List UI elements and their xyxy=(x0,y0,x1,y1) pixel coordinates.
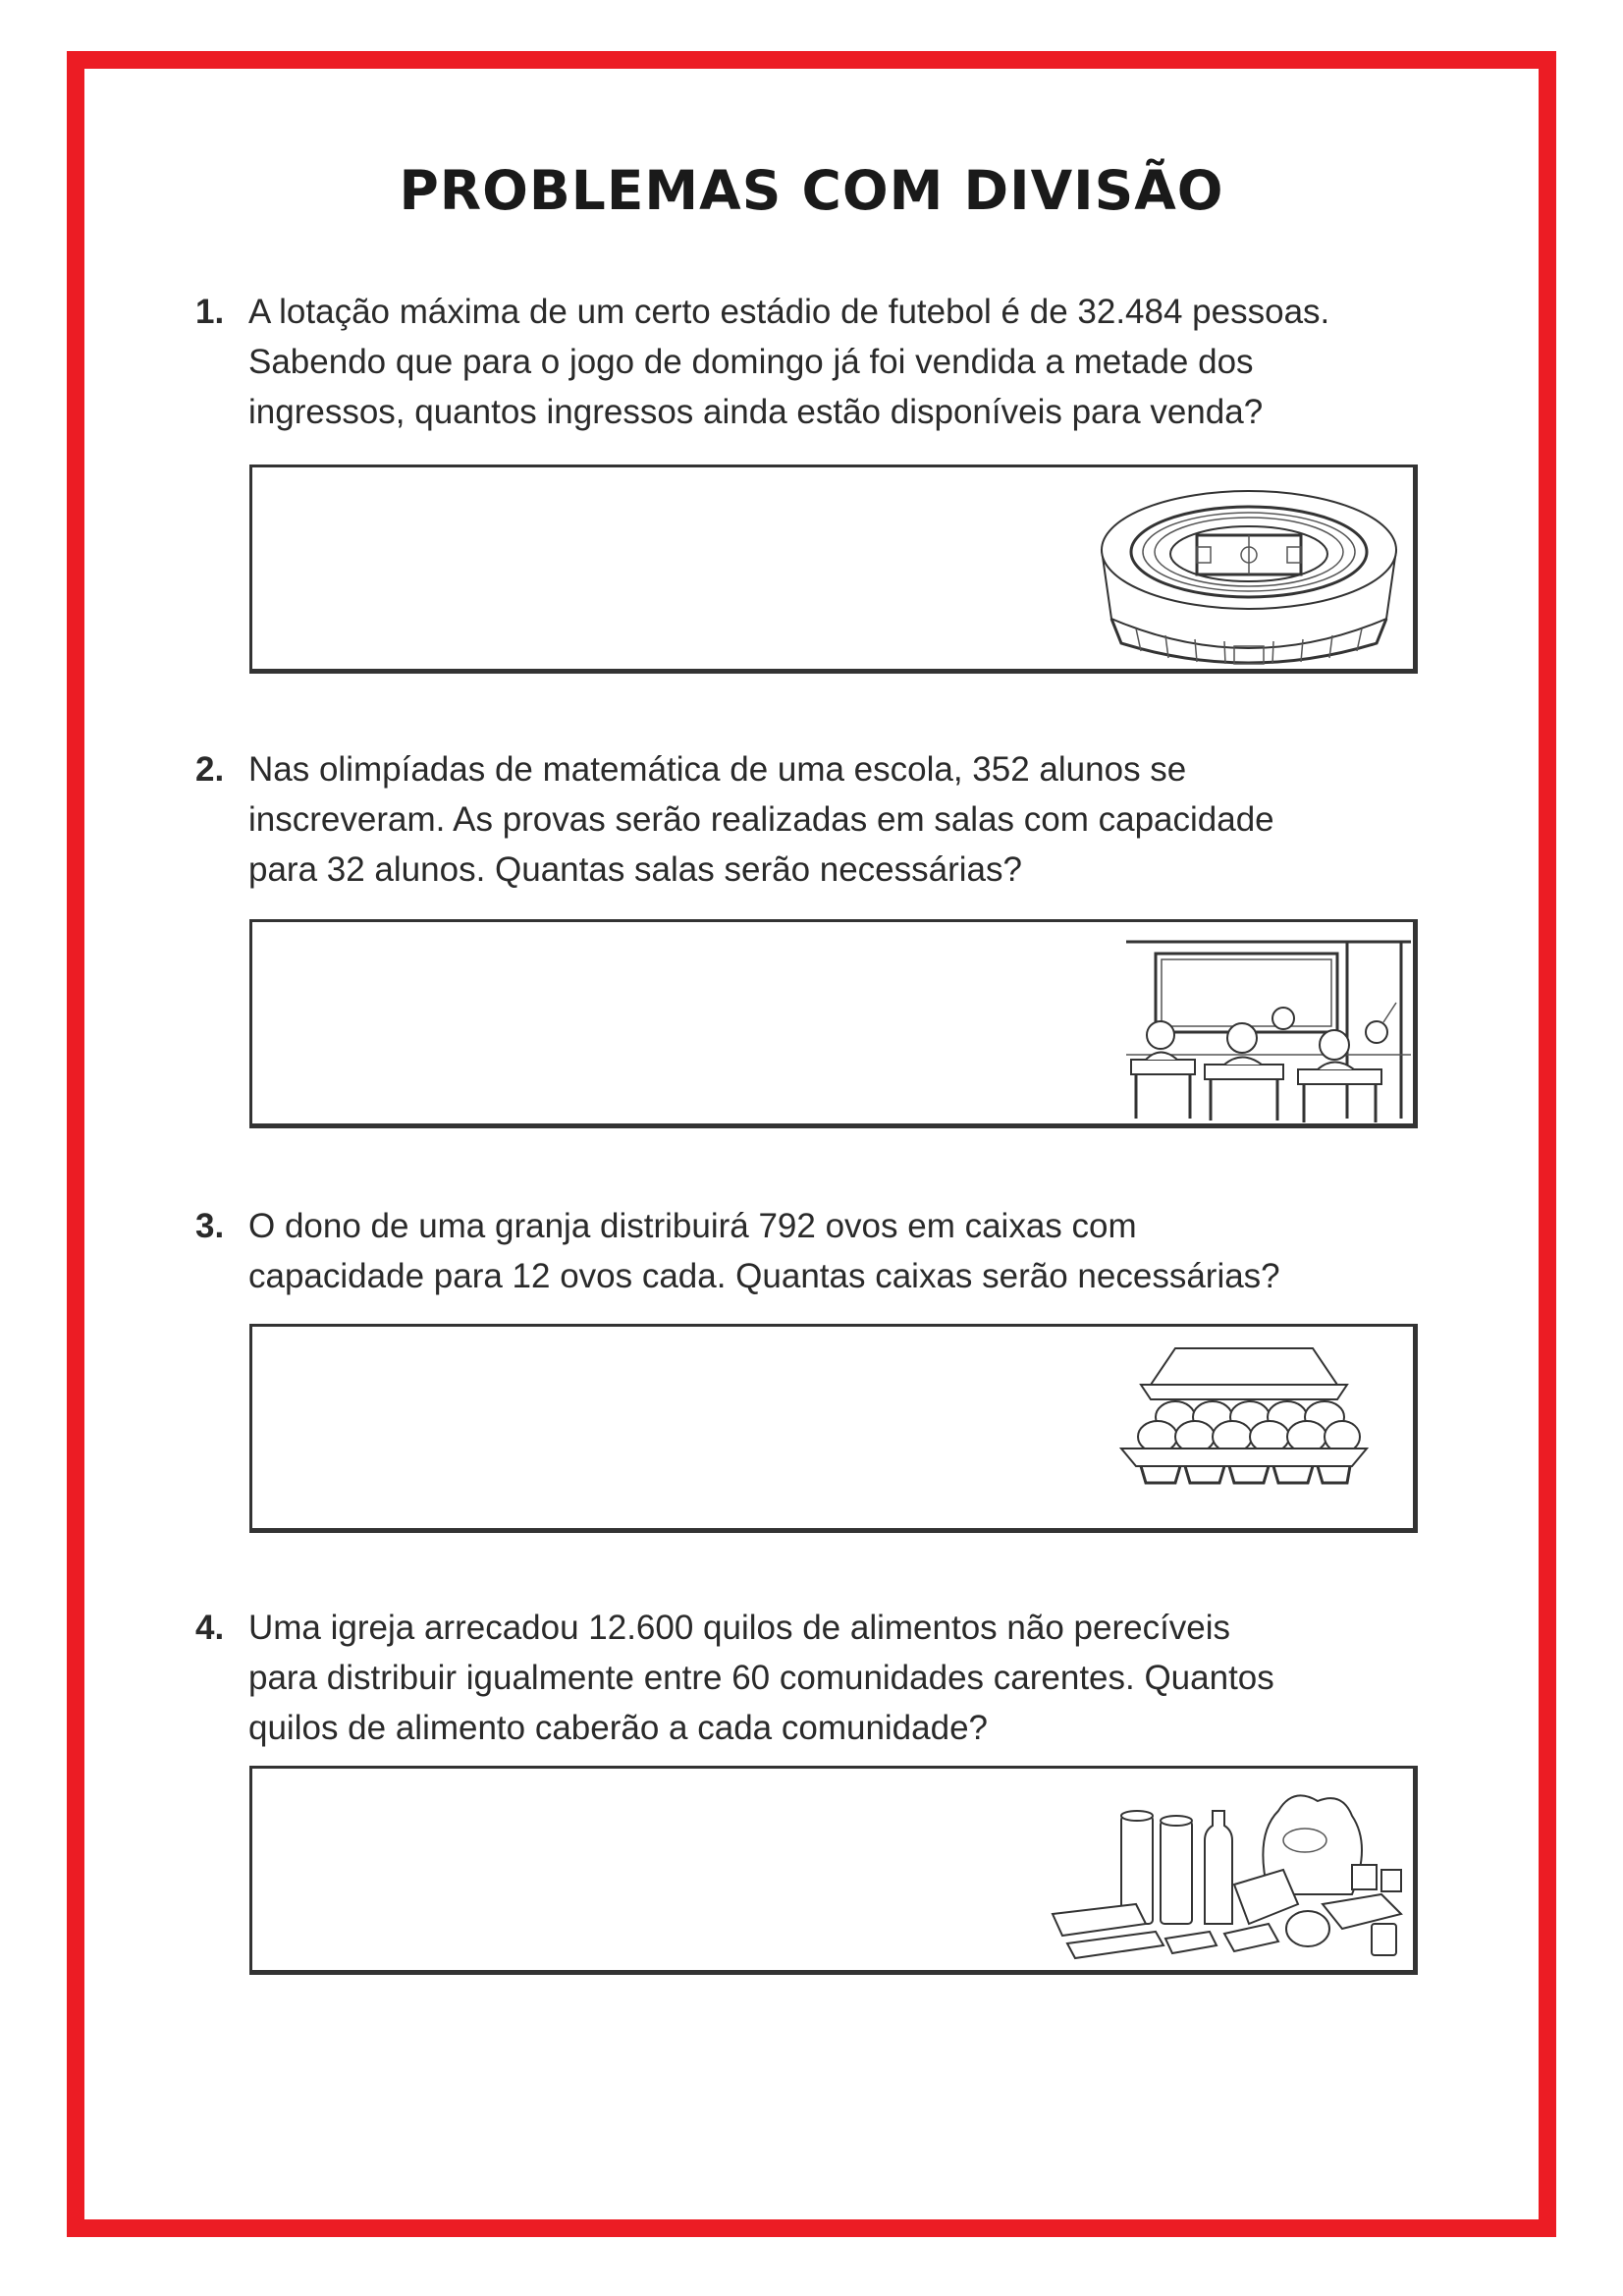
answer-box-4[interactable] xyxy=(249,1766,1418,1975)
page-title: PROBLEMAS COM DIVISÃO xyxy=(399,159,1224,222)
egg-carton-icon xyxy=(1116,1340,1372,1503)
question-number: 1. xyxy=(195,293,225,331)
answer-box-3[interactable] xyxy=(249,1324,1418,1533)
question-number: 2. xyxy=(195,750,225,789)
stadium-icon xyxy=(1087,471,1411,673)
question-text: A lotação máxima de um certo estádio de futebol é de 32.484 pessoas. Sabendo que para o jogo de domingo já foi vendida a metade dos ingressos, quantos ingressos ainda estão disponíveis para venda? xyxy=(248,293,1330,431)
question-number: 3. xyxy=(195,1207,225,1245)
question-text: Uma igreja arrecadou 12.600 quilos de alimentos não perecíveis para distribuir igualmente entre 60 comunidades carentes. Quantos quilos de alimento caberão a cada comunidade? xyxy=(248,1609,1274,1747)
answer-box-1[interactable] xyxy=(249,465,1418,674)
question-number: 4. xyxy=(195,1609,225,1647)
food-items-icon xyxy=(1048,1777,1416,1978)
classroom-icon xyxy=(1126,932,1411,1128)
question-text: O dono de uma granja distribuirá 792 ovos em caixas com capacidade para 12 ovos cada. Quantas caixas serão necessárias? xyxy=(248,1207,1280,1295)
answer-box-2[interactable] xyxy=(249,919,1418,1128)
question-text: Nas olimpíadas de matemática de uma escola, 352 alunos se inscreveram. As provas serão realizadas em salas com capacidade para 32 alunos. Quantas salas serão necessárias? xyxy=(248,750,1274,889)
